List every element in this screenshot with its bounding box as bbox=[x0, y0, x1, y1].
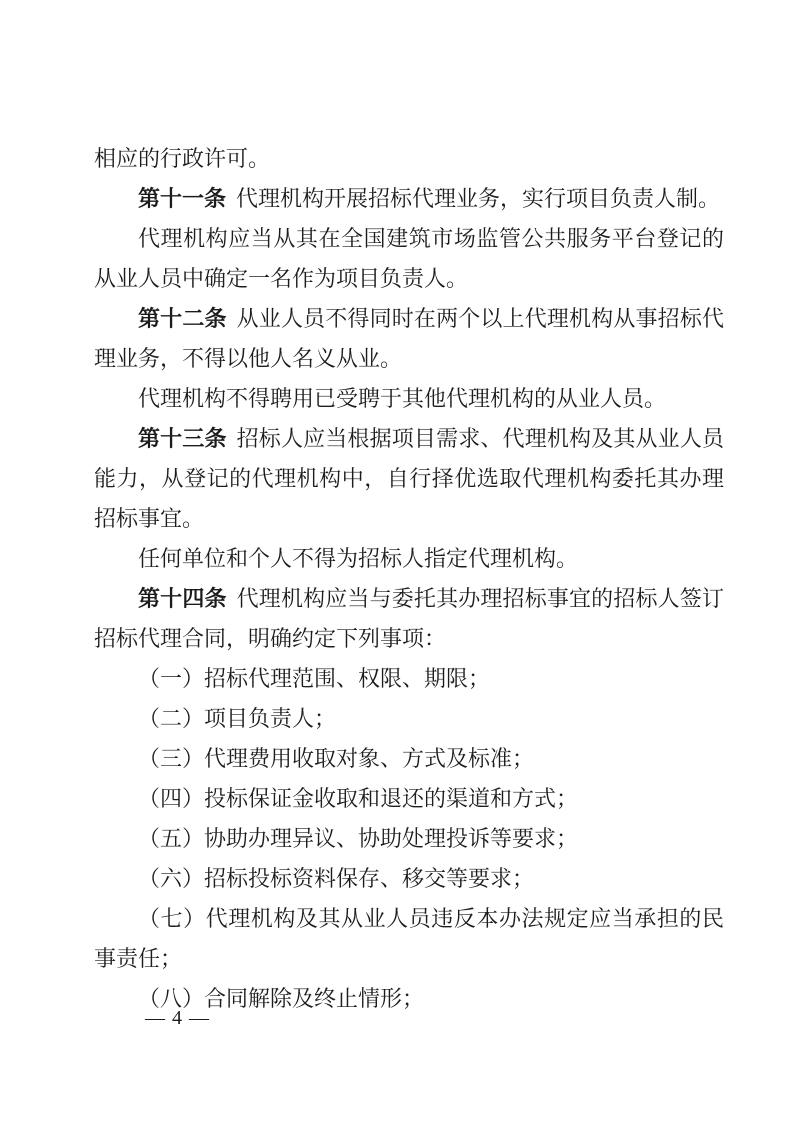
body-paragraph: 代理机构应当从其在全国建筑市场监管公共服务平台登记的从业人员中确定一名作为项目负责人。 bbox=[94, 226, 724, 291]
list-item-paragraph: （五）协助办理异议、协助处理投诉等要求； bbox=[138, 826, 579, 851]
list-item-paragraph: （一）招标代理范围、权限、期限； bbox=[138, 666, 491, 691]
body-paragraph: 代理机构不得聘用已受聘于其他代理机构的从业人员。 bbox=[138, 386, 667, 411]
article-number-label: 第十二条 bbox=[138, 306, 227, 331]
article-number-label: 第十三条 bbox=[138, 426, 227, 451]
article-number-label: 第十四条 bbox=[138, 586, 227, 611]
article-paragraph: 第十四条 代理机构应当与委托其办理招标事宜的招标人签订招标代理合同，明确约定下列事项： bbox=[94, 586, 724, 651]
list-item-paragraph: （四）投标保证金收取和退还的渠道和方式； bbox=[138, 786, 579, 811]
body-paragraph: 任何单位和个人不得为招标人指定代理机构。 bbox=[138, 546, 579, 571]
page-number: — 4 — bbox=[145, 1007, 210, 1029]
list-item-paragraph: （七）代理机构及其从业人员违反本办法规定应当承担的民事责任； bbox=[94, 906, 724, 971]
list-item-paragraph: （六）招标投标资料保存、移交等要求； bbox=[138, 866, 535, 891]
article-paragraph: 第十二条 从业人员不得同时在两个以上代理机构从事招标代理业务，不得以他人名义从业。 bbox=[94, 306, 724, 371]
document-body bbox=[94, 139, 724, 1019]
list-item-paragraph: （二）项目负责人； bbox=[138, 706, 337, 731]
list-item-paragraph: （八）合同解除及终止情形； bbox=[138, 986, 425, 1011]
article-paragraph: 第十一条 代理机构开展招标代理业务，实行项目负责人制。 bbox=[138, 186, 721, 211]
list-item-paragraph: （三）代理费用收取对象、方式及标准； bbox=[138, 746, 535, 771]
continuation-paragraph: 相应的行政许可。 bbox=[94, 146, 271, 171]
article-number-label: 第十一条 bbox=[138, 186, 227, 211]
article-paragraph: 第十三条 招标人应当根据项目需求、代理机构及其从业人员能力，从登记的代理机构中，自行择优选取代理机构委托其办理招标事宜。 bbox=[94, 426, 724, 531]
